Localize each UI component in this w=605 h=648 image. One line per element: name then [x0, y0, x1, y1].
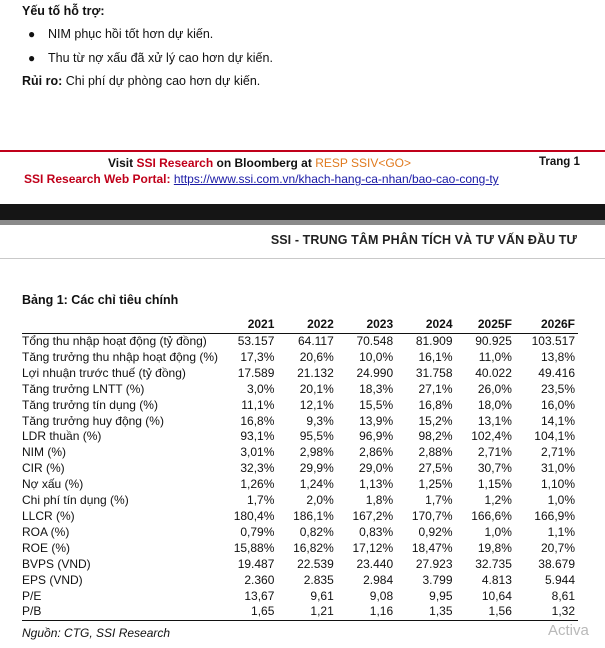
- table-cell: 1,56: [488, 604, 512, 619]
- table-cell: 18,3%: [359, 381, 394, 396]
- table-cell: 170,7%: [411, 508, 453, 523]
- column-header: 2021: [247, 316, 275, 331]
- table-cell: 2,0%: [306, 493, 334, 508]
- support-heading: Yếu tố hỗ trợ:: [22, 4, 105, 18]
- table-cell: 93,1%: [240, 429, 275, 444]
- row-label: P/B: [22, 604, 42, 619]
- table-row: [22, 589, 578, 605]
- table-cell: 11,1%: [241, 397, 275, 412]
- table-cell: 38.679: [538, 556, 575, 571]
- row-label: ROE (%): [22, 540, 70, 555]
- table-row: [22, 398, 578, 414]
- table-cell: 102,4%: [471, 429, 512, 444]
- table-cell: 103.517: [531, 334, 575, 348]
- risk-text: Chi phí dự phòng cao hơn dự kiến.: [62, 74, 261, 88]
- table-header-row: [22, 316, 578, 334]
- column-header: 2026F: [540, 316, 575, 331]
- table-cell: 2,71%: [477, 445, 512, 460]
- table-cell: 27.923: [415, 556, 453, 571]
- table-cell: 49.416: [538, 365, 575, 380]
- table-cell: 90.925: [475, 334, 512, 348]
- table-cell: 20,6%: [299, 349, 334, 364]
- row-label: LDR thuần (%): [22, 429, 102, 444]
- table-cell: 17,3%: [240, 349, 275, 364]
- row-label: Tăng trưởng thu nhập hoạt động (%): [22, 349, 219, 364]
- row-label: ROA (%): [22, 524, 70, 539]
- table-cell: 96,9%: [359, 429, 394, 444]
- table-cell: 1,35: [429, 604, 453, 619]
- table-cell: 15,88%: [233, 540, 275, 555]
- portal-line: [24, 172, 499, 186]
- table-cell: 17.589: [237, 365, 275, 380]
- table-cell: 1,13%: [359, 477, 394, 492]
- table-cell: 70.548: [356, 334, 394, 348]
- row-label: BVPS (VND): [22, 556, 91, 571]
- table-cell: 9,61: [310, 588, 334, 603]
- table-row: [22, 557, 578, 573]
- table-cell: 5.944: [544, 572, 575, 587]
- source-note: Nguồn: CTG, SSI Research: [22, 626, 171, 640]
- table-cell: 23.440: [356, 556, 394, 571]
- table-cell: 27,1%: [418, 381, 453, 396]
- table-cell: 64.117: [297, 334, 334, 348]
- table-cell: 1,8%: [365, 493, 394, 508]
- table-cell: 8,61: [551, 588, 575, 603]
- row-label: Nợ xấu (%): [22, 477, 84, 492]
- row-label: Chi phí tín dụng (%): [22, 493, 129, 508]
- table-cell: 9,08: [369, 588, 394, 603]
- table-row: [22, 541, 578, 557]
- table-cell: 2.984: [363, 572, 394, 587]
- table-cell: 2,71%: [540, 445, 575, 460]
- table-cell: 180,4%: [233, 508, 275, 523]
- page-number: Trang 1: [539, 156, 580, 168]
- table-cell: 167,2%: [352, 508, 394, 523]
- column-header: 2024: [425, 316, 453, 331]
- table-cell: 1,32: [551, 604, 575, 619]
- table-cell: 98,2%: [418, 429, 453, 444]
- table-cell: 29,9%: [299, 461, 334, 476]
- page-break-band: [0, 204, 605, 220]
- table-cell: 1,21: [310, 604, 334, 619]
- table-cell: 1,1%: [547, 524, 575, 539]
- resp-code-text: RESP SSIV<GO>: [315, 156, 412, 170]
- table-row: [22, 334, 578, 350]
- bullet-icon: ●: [28, 27, 36, 41]
- bloomberg-line: [108, 156, 411, 170]
- table-cell: 1,65: [251, 604, 275, 619]
- row-label: Tăng trưởng tín dụng (%): [22, 397, 158, 412]
- table-cell: 23,5%: [540, 381, 575, 396]
- table-cell: 13,9%: [359, 413, 394, 428]
- list-item: [22, 46, 273, 70]
- table-cell: 2.835: [303, 572, 334, 587]
- table-cell: 16,8%: [240, 413, 275, 428]
- table-cell: 16,1%: [418, 349, 453, 364]
- table-cell: 2,98%: [299, 445, 334, 460]
- table-cell: 0,92%: [418, 524, 453, 539]
- table-row: [22, 604, 578, 620]
- table-row: [22, 366, 578, 382]
- table-cell: 40.022: [475, 365, 512, 380]
- table-cell: 19.487: [237, 556, 275, 571]
- table-cell: 53.157: [237, 334, 275, 348]
- row-label: EPS (VND): [22, 572, 83, 587]
- table-cell: 29,0%: [359, 461, 394, 476]
- table-row: [22, 429, 578, 445]
- table-cell: 10,0%: [359, 349, 394, 364]
- table-cell: 14,1%: [540, 413, 575, 428]
- header-divider: [0, 258, 605, 259]
- row-label: Lợi nhuận trước thuế (tỷ đồng): [22, 365, 186, 380]
- table-cell: 1,24%: [299, 477, 334, 492]
- table-cell: 0,79%: [240, 524, 275, 539]
- table-cell: 1,16: [369, 604, 394, 619]
- risk-label: Rủi ro:: [22, 74, 63, 88]
- column-header: 2022: [307, 316, 334, 331]
- footer-divider: [0, 150, 605, 152]
- table-cell: 16,82%: [293, 540, 334, 555]
- table-cell: 3,01%: [240, 445, 275, 460]
- support-item-text: Thu từ nợ xấu đã xử lý cao hơn dự kiến.: [48, 51, 273, 65]
- bullet-icon: ●: [28, 51, 36, 65]
- table-cell: 1,2%: [484, 493, 512, 508]
- table-row: [22, 573, 578, 589]
- table-cell: 15,2%: [418, 413, 453, 428]
- table-cell: 31,0%: [540, 461, 575, 476]
- table-cell: 1,10%: [540, 477, 575, 492]
- table-cell: 13,1%: [477, 413, 512, 428]
- table-cell: 1,15%: [477, 477, 512, 492]
- table-cell: 12,1%: [299, 397, 334, 412]
- table-cell: 17,12%: [352, 540, 394, 555]
- table-cell: 1,0%: [547, 493, 575, 508]
- table-cell: 16,8%: [418, 397, 453, 412]
- row-label: Tăng trưởng LNTT (%): [22, 381, 145, 396]
- portal-link[interactable]: https://www.ssi.com.vn/khach-hang-ca-nhan/bao-cao-cong-ty: [173, 172, 499, 186]
- list-item: [22, 22, 273, 46]
- row-label: NIM (%): [22, 445, 66, 460]
- table-cell: 21.132: [297, 365, 334, 380]
- table-cell: 9,3%: [306, 413, 334, 428]
- table-cell: 32.735: [475, 556, 512, 571]
- table-cell: 1,26%: [240, 477, 275, 492]
- table-cell: 13,67: [244, 588, 275, 603]
- table-cell: 166,9%: [534, 508, 575, 523]
- row-label: LLCR (%): [22, 508, 75, 523]
- table-header-label: [22, 316, 218, 334]
- table-cell: 1,7%: [247, 493, 275, 508]
- table-cell: 18,47%: [411, 540, 453, 555]
- table-row: [22, 477, 578, 493]
- row-label: P/E: [22, 588, 42, 603]
- support-item-text: NIM phục hồi tốt hơn dự kiến.: [48, 27, 214, 41]
- table-row: [22, 382, 578, 398]
- table-cell: 104,1%: [534, 429, 575, 444]
- on-bloomberg-text: on Bloomberg at: [213, 156, 316, 170]
- support-list: [22, 22, 273, 70]
- table-cell: 0,83%: [359, 524, 394, 539]
- table-cell: 19,8%: [477, 540, 512, 555]
- table-body: [22, 334, 578, 621]
- table-cell: 1,7%: [425, 493, 453, 508]
- table-cell: 0,82%: [299, 524, 334, 539]
- table-cell: 27,5%: [418, 461, 453, 476]
- table-cell: 16,0%: [540, 397, 575, 412]
- row-label: CIR (%): [22, 461, 65, 476]
- table-cell: 1,0%: [484, 524, 512, 539]
- table-cell: 2,86%: [359, 445, 394, 460]
- table-cell: 3,0%: [247, 381, 275, 396]
- table-row: [22, 414, 578, 430]
- table-cell: 20,1%: [299, 381, 334, 396]
- table-row: [22, 525, 578, 541]
- row-label: Tăng trưởng huy động (%): [22, 413, 164, 428]
- table-cell: 1,25%: [418, 477, 453, 492]
- page-header-title: SSI - TRUNG TÂM PHÂN TÍCH VÀ TƯ VẤN ĐẦU TƯ: [270, 233, 577, 247]
- table-cell: 26,0%: [477, 381, 512, 396]
- table-cell: 186,1%: [293, 508, 334, 523]
- table-cell: 81.909: [415, 334, 453, 348]
- column-header: 2025F: [477, 316, 512, 331]
- table-cell: 15,5%: [359, 397, 394, 412]
- column-header: 2023: [366, 316, 394, 331]
- page-break-shadow: [0, 220, 605, 225]
- table-cell: 30,7%: [477, 461, 512, 476]
- table-cell: 2,88%: [418, 445, 453, 460]
- table-cell: 13,8%: [540, 349, 575, 364]
- table-row: [22, 461, 578, 477]
- table-title: Bảng 1: Các chỉ tiêu chính: [22, 293, 179, 307]
- table-row: [22, 493, 578, 509]
- table-cell: 10,64: [481, 588, 512, 603]
- table-cell: 22.539: [297, 556, 334, 571]
- risk-line: [22, 74, 260, 88]
- portal-label: SSI Research Web Portal:: [24, 172, 171, 186]
- table-row: [22, 509, 578, 525]
- table-cell: 2.360: [244, 572, 275, 587]
- row-label: Tổng thu nhập hoạt động (tỷ đồng): [22, 334, 207, 348]
- table-row: [22, 445, 578, 461]
- ssi-research-text: SSI Research: [136, 156, 214, 170]
- table-row: [22, 350, 578, 366]
- table-cell: 95,5%: [299, 429, 334, 444]
- financial-table: [22, 316, 578, 621]
- table-cell: 31.758: [415, 365, 453, 380]
- table-cell: 166,6%: [471, 508, 512, 523]
- table-cell: 4.813: [481, 572, 512, 587]
- table-cell: 32,3%: [240, 461, 275, 476]
- table-cell: 3.799: [422, 572, 453, 587]
- table-cell: 11,0%: [478, 349, 512, 364]
- table-cell: 20,7%: [540, 540, 575, 555]
- visit-text: Visit: [108, 156, 137, 170]
- activation-watermark: Activa: [548, 622, 589, 639]
- table-cell: 9,95: [429, 588, 453, 603]
- table-cell: 18,0%: [477, 397, 512, 412]
- table-cell: 24.990: [356, 365, 394, 380]
